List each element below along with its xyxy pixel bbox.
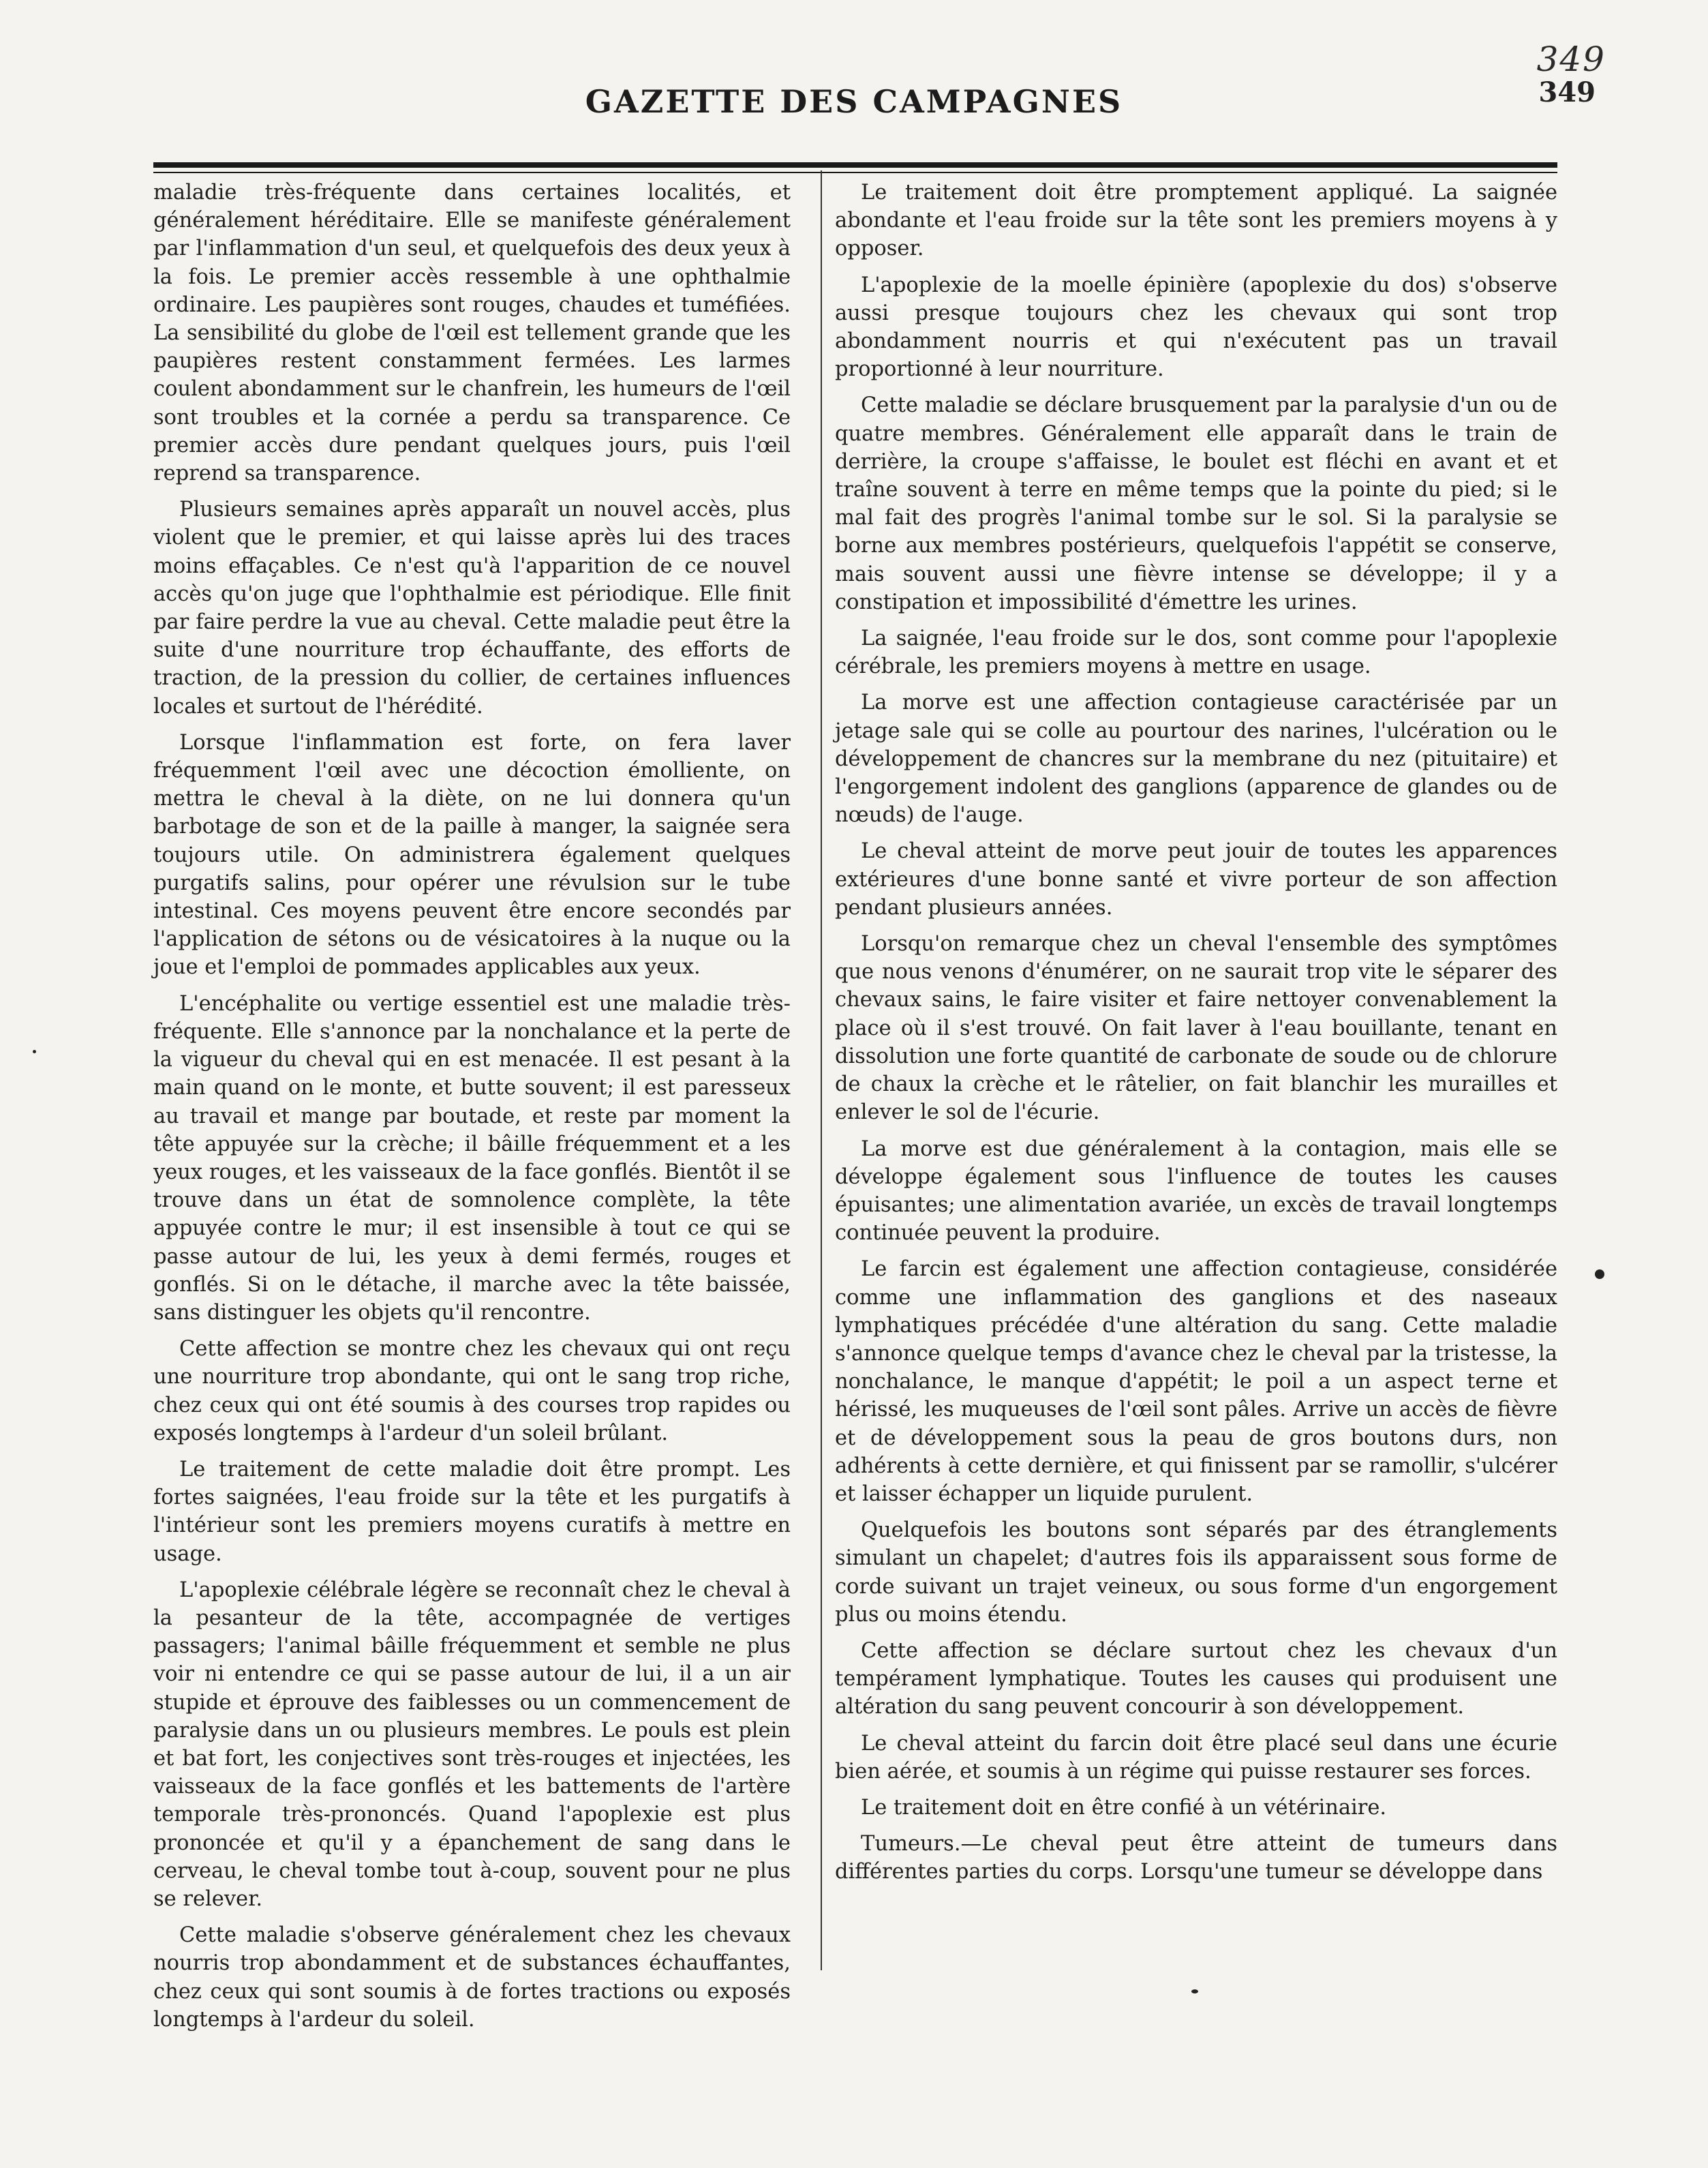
paragraph: Le cheval atteint du farcin doit être placé seul dans une écurie bien aérée, et soumis à un régime qui puisse restaurer ses forces. <box>835 1731 1557 1783</box>
ink-speck <box>1191 1989 1198 1993</box>
ink-speck <box>1595 1269 1604 1279</box>
paragraph: Plusieurs semaines après apparaît un nouvel accès, plus violent que le premier, et qui laisse après lui des traces moins effaçables. Ce n'est qu'à l'apparition de ce nouvel accès qu'on juge que l'ophthalmie est périodique. Elle finit par faire perdre la vue au cheval. Cette maladie peut être la suite d'une nourriture trop échauffante, des efforts de traction, de la pression du collier, de certaines influences locales et surtout de l'hérédité. <box>153 498 791 719</box>
paragraph: Cette maladie se déclare brusquement par la paralysie d'un ou de quatre membres. Généralement elle apparaît dans le train de derrière, la croupe s'affaisse, le boulet est fléchi en avant et et traîne souvent à terre en même temps que la pointe du pied; si le mal fait des progrès l'animal tombe sur le sol. Si la paralysie se borne aux membres postérieurs, quelquefois l'appétit se conserve, mais souvent aussi une fièvre intense se développe; il y a constipation et impossibilité d'émettre les urines. <box>835 393 1557 614</box>
masthead-title: GAZETTE DES CAMPAGNES <box>585 83 1123 120</box>
paragraph: L'encéphalite ou vertige essentiel est une maladie très-fréquente. Elle s'annonce par la nonchalance et la perte de la vigueur du cheval qui en est menacée. Il est pesant à la main quand on le monte, et butte souvent; il est paresseux au travail et mange par boutade, et reste par moment la tête appuyée sur la crèche; il bâille fréquemment et a les yeux rouges, et les vaisseaux de la face gonflés. Bientôt il se trouve dans un état de somnolence complète, la tête appuyée contre le mur; il est insensible à tout ce qui se passe autour de lui, les yeux à demi fermés, rouges et gonflés. Si on le détache, il marche avec la tête baissée, sans distinguer les objets qu'il rencontre. <box>153 991 791 1325</box>
header-rule-thin <box>153 172 1557 173</box>
left-column <box>153 179 791 2042</box>
paragraph: L'apoplexie célébrale légère se reconnaît chez le cheval à la pesanteur de la tête, accompagnée de vertiges passagers; l'animal bâille fréquemment et semble ne plus voir ni entendre ce qui se passe autour de lui, il a un air stupide et éprouve des faiblesses ou un commencement de paralysie dans un ou plusieurs membres. Le pouls est plein et bat fort, les conjectives sont très-rouges et injectées, les vaisseaux de la face gonflés et les battements de l'artère temporale très-prononcés. Quand l'apoplexie est plus prononcée et qu'il y a épanchement de sang dans le cerveau, le cheval tombe tout à-coup, souvent pour ne plus se relever. <box>153 1578 791 1911</box>
paragraph: La saignée, l'eau froide sur le dos, sont comme pour l'apoplexie cérébrale, les premiers moyens à mettre en usage. <box>835 627 1557 679</box>
paragraph: L'apoplexie de la moelle épinière (apoplexie du dos) s'observe aussi presque toujours chez les chevaux qui sont trop abondamment nourris et qui n'exécutent pas un travail proportionné à leur nourriture. <box>835 273 1557 382</box>
header-rule-thick <box>153 162 1557 168</box>
paragraph: Le traitement doit être promptement appliqué. La saignée abondante et l'eau froide sur la tête sont les premiers moyens à y opposer. <box>835 181 1557 261</box>
paragraph: Cette maladie s'observe généralement chez les chevaux nourris trop abondamment et de substances échauffantes, chez ceux qui sont soumis à de fortes tractions ou exposés longtemps à l'ardeur du soleil. <box>153 1923 791 2032</box>
paragraph: La morve est due généralement à la contagion, mais elle se développe également sous l'influence de toutes les causes épuisantes; une alimentation avariée, un excès de travail longtemps continuée peuvent la produire. <box>835 1136 1557 1246</box>
paragraph: Le traitement doit en être confié à un vétérinaire. <box>861 1795 1387 1820</box>
paragraph: Cette affection se montre chez les chevaux qui ont reçu une nourriture trop abondante, qui ont le sang trop riche, chez ceux qui ont été soumis à des courses trop rapides ou exposés longtemps à l'ardeur d'un soleil brûlant. <box>153 1337 791 1445</box>
right-column <box>835 179 1557 1895</box>
paragraph: Lorsqu'on remarque chez un cheval l'ensemble des symptômes que nous venons d'énumérer, on ne saurait trop vite le séparer des chevaux sains, le faire visiter et faire nettoyer convenablement la place où il s'est trouvé. On fait laver à l'eau bouillante, tenant en dissolution une forte quantité de carbonate de soude ou de chlorure de chaux la crèche et le râtelier, on fait blanchir les murailles et enlever le sol de l'écurie. <box>835 932 1557 1125</box>
paragraph: Le traitement de cette maladie doit être prompt. Les fortes saignées, l'eau froide sur la tête et les purgatifs à l'intérieur sont les premiers moyens curatifs à mettre en usage. <box>153 1457 791 1566</box>
paragraph: Tumeurs.—Le cheval peut être atteint de tumeurs dans différentes parties du corps. Lorsqu'une tumeur se développe dans <box>835 1832 1557 1884</box>
paragraph: Cette affection se déclare surtout chez les chevaux d'un tempérament lymphatique. Toutes les causes qui produisent une altération du sang peuvent concourir à son développement. <box>835 1638 1557 1719</box>
ink-speck <box>33 1050 36 1053</box>
paragraph: Le cheval atteint de morve peut jouir de toutes les apparences extérieures d'une bonne santé et vivre porteur de son affection pendant plusieurs années. <box>835 839 1557 920</box>
paragraph: Le farcin est également une affection contagieuse, considérée comme une inflammation des ganglions et des naseaux lymphatiques précédée d'une altération du sang. Cette maladie s'annonce quelque temps d'avance chez le cheval par la tristesse, la nonchalance, le manque d'appétit; le poil a un aspect terne et hérissé, les muqueuses de l'œil sont pâles. Arrive un accès de fièvre et de développement sous la peau de gros boutons durs, non adhérents à cette dernière, et qui finissent par se ramollir, s'ulcérer et laisser échapper un liquide purulent. <box>835 1257 1557 1506</box>
paragraph: Quelquefois les boutons sont séparés par des étranglements simulant un chapelet; d'autres fois ils apparaissent sous forme de corde suivant un trajet veineux, ou sous forme d'un engorgement plus ou moins étendu. <box>835 1518 1557 1627</box>
printed-page-number: 349 <box>1538 76 1596 108</box>
column-divider <box>821 170 822 1970</box>
paragraph: Lorsque l'inflammation est forte, on fera laver fréquemment l'œil avec une décoction émolliente, on mettra le cheval à la diète, on ne lui donnera qu'un barbotage de son et de la paille à manger, la saignée sera toujours utile. On administrera également quelques purgatifs salins, pour opérer une révulsion sur le tube intestinal. Ces moyens peuvent être encore secondés par l'application de sétons ou de vésicatoires à la nuque ou la joue et l'emploi de pommades applicables aux yeux. <box>153 730 791 980</box>
handwritten-page-number: 349 <box>1536 40 1606 79</box>
paragraph: La morve est une affection contagieuse caractérisée par un jetage sale qui se colle au pourtour des narines, l'ulcération ou le développement de chancres sur la membrane du nez (pituitaire) et l'engorgement indolent des ganglions (apparence de glandes ou de nœuds) de l'auge. <box>835 691 1557 828</box>
paragraph: maladie très-fréquente dans certaines localités, et généralement héréditaire. Elle se manifeste généralement par l'inflammation d'un seul, et quelquefois des deux yeux à la fois. Le premier accès ressemble à une ophthalmie ordinaire. Les paupières sont rouges, chaudes et tuméfiées. La sensibilité du globe de l'œil est tellement grande que les paupières restent constamment fermées. Les larmes coulent abondamment sur le chanfrein, les humeurs de l'œil sont troubles et la cornée a perdu sa transparence. Ce premier accès dure pendant quelques jours, puis l'œil reprend sa transparence. <box>153 181 791 486</box>
